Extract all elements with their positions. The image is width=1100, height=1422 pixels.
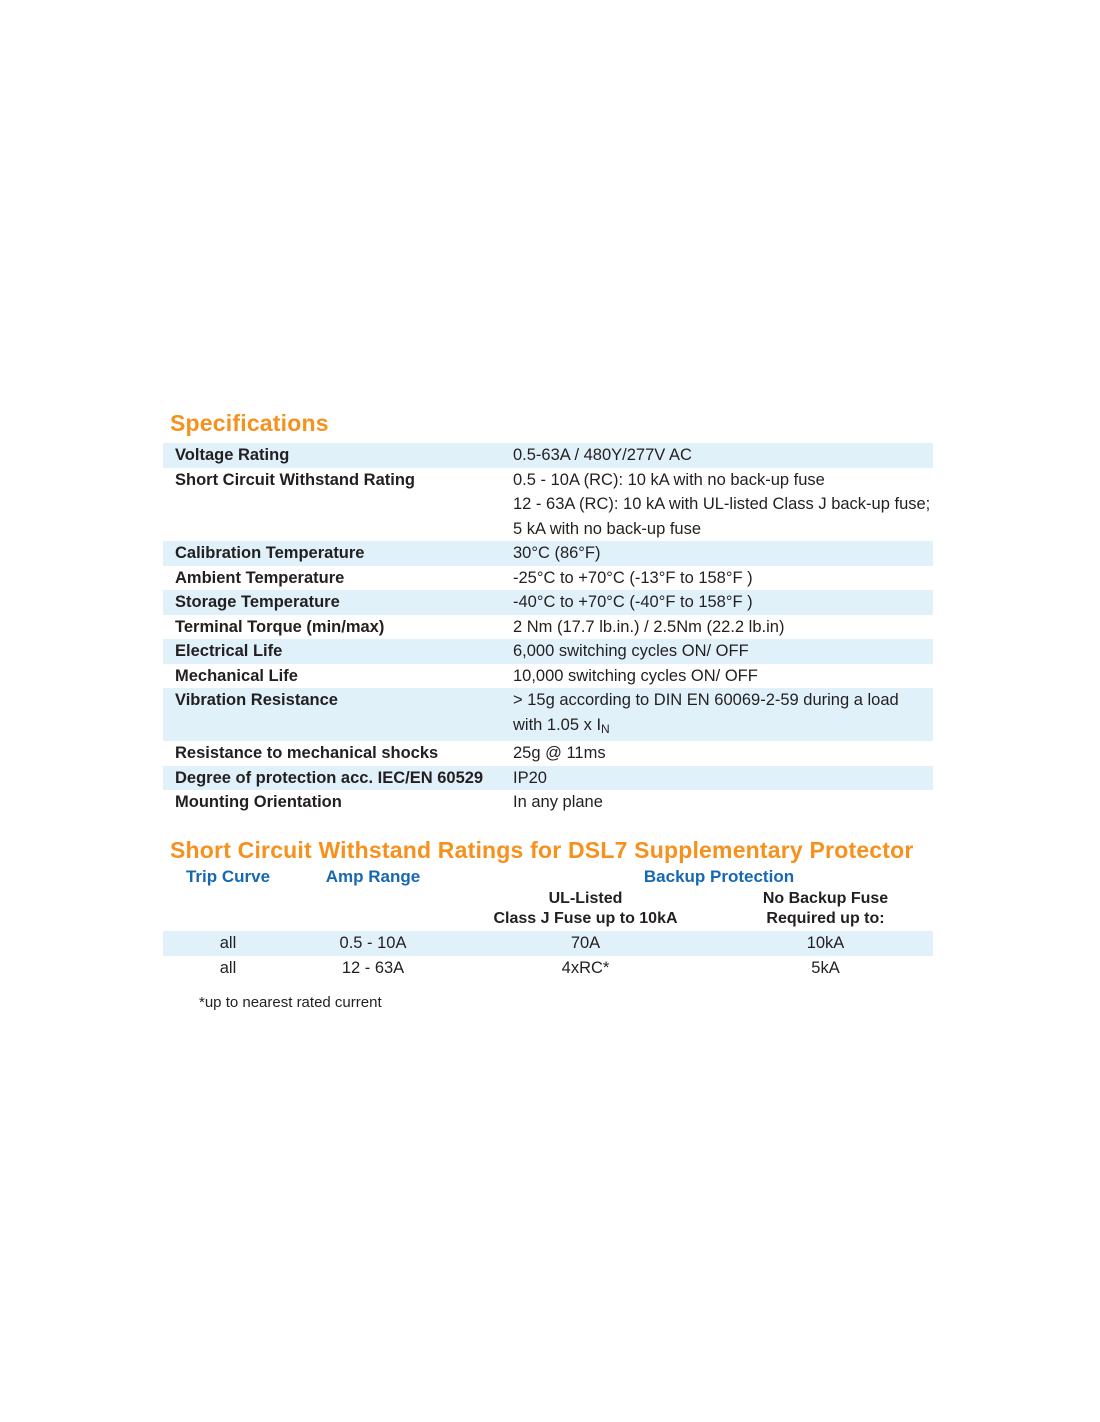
spec-label: Resistance to mechanical shocks <box>175 744 439 762</box>
spec-value: 0.5-63A / 480Y/277V AC <box>513 446 692 464</box>
spec-value: 10,000 switching cycles ON/ OFF <box>513 666 758 685</box>
ratings-header-row <box>163 865 933 889</box>
spec-row-electrical-life <box>163 639 933 664</box>
spec-label: Mechanical Life <box>175 666 298 685</box>
spec-value-line: 5 kA with no back-up fuse <box>513 519 702 538</box>
cell-ul-listed: 4xRC* <box>561 958 610 977</box>
spec-row-mechanical-life <box>163 664 933 689</box>
subscript-n: N <box>601 721 610 736</box>
subheader-spacer <box>293 889 453 929</box>
spec-label: Terminal Torque (min/max) <box>175 617 385 636</box>
spec-value <box>513 688 933 741</box>
subheader-line: No Backup Fuse <box>762 889 889 907</box>
spec-row-mechanical-shocks <box>163 741 933 766</box>
spec-value: 2 Nm (17.7 lb.in.) / 2.5Nm (22.2 lb.in) <box>513 617 785 636</box>
subheader-ul-listed <box>453 889 718 929</box>
header-backup-protection <box>453 865 933 889</box>
cell-ul-listed: 70A <box>570 933 601 952</box>
spec-value: 30°C (86°F) <box>513 544 601 562</box>
footnote: *up to nearest rated current <box>199 993 382 1011</box>
spec-row-calibration-temperature <box>163 541 933 566</box>
subheader-line: UL-Listed <box>548 889 623 907</box>
cell-no-backup: 10kA <box>806 933 845 952</box>
subheader-line: Required up to: <box>766 909 885 927</box>
spec-label: Electrical Life <box>175 642 283 660</box>
subheader-line: Class J Fuse up to 10kA <box>493 909 678 927</box>
spec-value: -40°C to +70°C (-40°F to 158°F ) <box>513 593 753 611</box>
ratings-table <box>163 865 933 981</box>
spec-label: Short Circuit Withstand Rating <box>175 470 416 489</box>
ratings-row-2 <box>163 956 933 981</box>
spec-row-ambient-temperature <box>163 566 933 591</box>
spec-label: Calibration Temperature <box>175 544 365 562</box>
spec-row-voltage-rating <box>163 443 933 468</box>
specifications-heading: Specifications <box>170 410 329 436</box>
spec-label: Storage Temperature <box>175 593 340 611</box>
spec-value-line: > 15g according to DIN EN 60069-2-59 during a load <box>513 691 899 709</box>
subheader-no-backup-fuse <box>718 889 933 929</box>
spec-row-short-circuit-withstand <box>163 468 933 542</box>
spec-row-vibration-resistance <box>163 688 933 741</box>
subheader-spacer <box>163 889 293 929</box>
spec-value-line: 0.5 - 10A (RC): 10 kA with no back-up fuse <box>513 470 825 489</box>
header-amp-range: Amp Range <box>325 866 421 886</box>
spec-label: Voltage Rating <box>175 446 290 464</box>
ratings-subheader-row <box>163 889 933 929</box>
spec-value: 6,000 switching cycles ON/ OFF <box>513 642 749 660</box>
ratings-heading: Short Circuit Withstand Ratings for DSL7 Supplementary Protector <box>170 836 914 863</box>
spec-row-storage-temperature <box>163 590 933 615</box>
header-trip-curve: Trip Curve <box>185 866 271 886</box>
cell-no-backup: 5kA <box>811 958 840 977</box>
spec-row-mounting-orientation <box>163 790 933 815</box>
spec-value: In any plane <box>513 793 603 811</box>
spec-row-degree-of-protection <box>163 766 933 791</box>
specifications-table <box>163 443 933 815</box>
cell-amp-range: 0.5 - 10A <box>339 933 407 952</box>
cell-amp-range: 12 - 63A <box>341 958 405 977</box>
content-column <box>163 408 933 981</box>
spec-value-line <box>513 713 933 742</box>
cell-trip-curve: all <box>219 958 237 977</box>
spec-value: IP20 <box>513 768 547 787</box>
spec-row-terminal-torque <box>163 615 933 640</box>
spec-value-line: 12 - 63A (RC): 10 kA with UL-listed Class J back-up fuse; <box>513 495 931 513</box>
header-backup-protection-label: Backup Protection <box>643 866 795 886</box>
spec-value: -25°C to +70°C (-13°F to 158°F ) <box>513 568 753 587</box>
cell-trip-curve: all <box>219 933 237 952</box>
spec-value-text: with 1.05 x I <box>513 715 602 734</box>
spec-value <box>513 468 933 542</box>
spec-label: Ambient Temperature <box>175 568 345 587</box>
ratings-row-1 <box>163 931 933 956</box>
spec-label: Degree of protection acc. IEC/EN 60529 <box>175 768 484 787</box>
spec-label: Vibration Resistance <box>175 691 338 709</box>
spec-label: Mounting Orientation <box>175 793 342 811</box>
spec-value: 25g @ 11ms <box>513 744 606 762</box>
